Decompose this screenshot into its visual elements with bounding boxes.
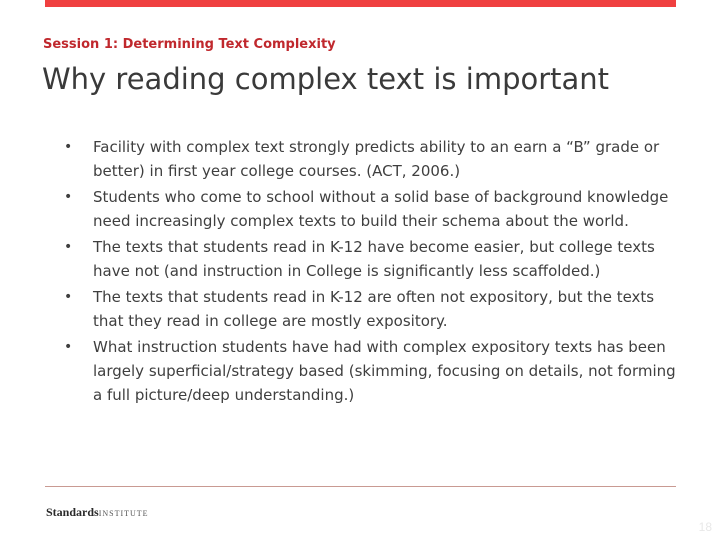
bullet-text: Students who come to school without a solid base of background knowledge need increasingly complex texts to build their schema about the world. [93, 188, 669, 230]
bullet-list [60, 135, 680, 409]
session-label: Session 1: Determining Text Complexity [43, 37, 336, 52]
bullet-icon: • [64, 139, 73, 155]
bullet-item [60, 135, 680, 183]
bullet-icon: • [64, 189, 73, 205]
logo-wordmark-bold: Standards [46, 505, 99, 519]
bullet-item [60, 235, 680, 283]
bullet-text: The texts that students read in K-12 have become easier, but college texts have not (and instruction in College is significantly less scaffolded.) [93, 238, 655, 280]
bullet-icon: • [64, 289, 73, 305]
bullet-item [60, 185, 680, 233]
bullet-icon: • [64, 339, 73, 355]
footer-logo [46, 503, 149, 521]
logo-wordmark-light: INSTITUTE [98, 509, 149, 518]
slide-title: Why reading complex text is important [42, 62, 610, 96]
page-number: 18 [698, 520, 712, 534]
bullet-text: Facility with complex text strongly predicts ability to an earn a “B” grade or better) in first year college courses. (ACT, 2006.) [93, 138, 660, 180]
bullet-item [60, 335, 680, 407]
bullet-text: The texts that students read in K-12 are often not expository, but the texts that they read in college are mostly expository. [93, 288, 655, 330]
bullet-text: What instruction students have had with complex expository texts has been largely superficial/strategy based (skimming, focusing on details, not forming a full picture/deep understanding.) [93, 338, 676, 404]
bullet-icon: • [64, 239, 73, 255]
footer-divider [45, 486, 676, 487]
top-accent-bar [45, 0, 676, 7]
bullet-item [60, 285, 680, 333]
